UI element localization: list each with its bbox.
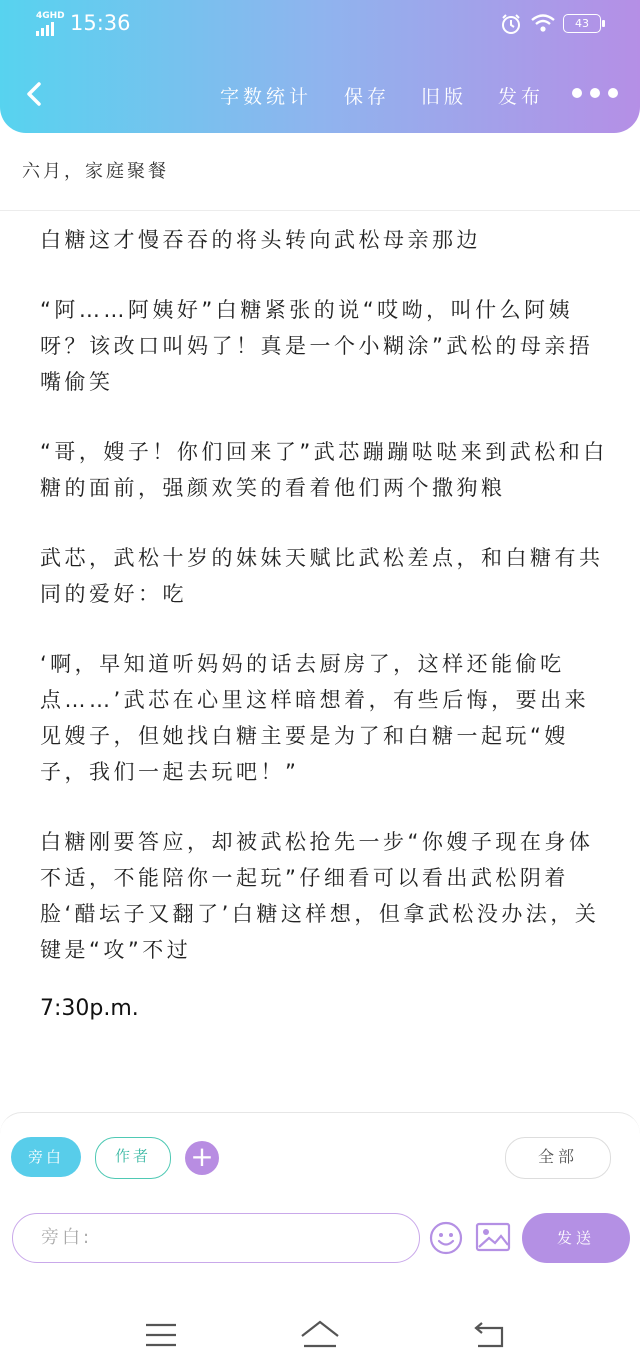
paragraph: “阿……阿姨好”白糖紧张的说“哎呦，叫什么阿姨呀？该改口叫妈了！真是一个小糊涂”武松的母亲捂嘴偷笑: [40, 298, 594, 394]
wifi-icon: [530, 13, 556, 33]
battery-indicator: 43: [563, 14, 601, 33]
paragraph: 白糖这才慢吞吞的将头转向武松母亲那边: [40, 228, 481, 252]
network-type: 4GHD: [36, 11, 65, 21]
home-icon[interactable]: [298, 1318, 342, 1350]
story-content[interactable]: [40, 222, 610, 1021]
old-version-button[interactable]: 旧版: [421, 86, 468, 108]
send-button[interactable]: 发送: [522, 1213, 630, 1263]
smiley-icon[interactable]: [429, 1221, 463, 1255]
status-time: 15:36: [70, 11, 131, 35]
narrator-chip[interactable]: 旁白: [11, 1137, 81, 1177]
publish-button[interactable]: 发布: [498, 86, 545, 108]
more-dots-icon[interactable]: [572, 88, 618, 98]
word-count-button[interactable]: 字数统计: [220, 86, 313, 108]
author-chip[interactable]: 作者: [95, 1137, 171, 1179]
message-input[interactable]: 旁白:: [12, 1213, 420, 1263]
add-role-button[interactable]: [185, 1141, 219, 1175]
chapter-title[interactable]: 六月，家庭聚餐: [22, 161, 169, 182]
divider: [0, 210, 640, 211]
paragraph: ‘啊，早知道听妈妈的话去厨房了，这样还能偷吃点……’武芯在心里这样暗想着，有些后悔，要出来见嫂子，但她找白糖主要是为了和白糖一起玩“嫂子，我们一起去玩吧！”: [40, 652, 590, 784]
save-button[interactable]: 保存: [344, 86, 391, 108]
image-icon[interactable]: [475, 1221, 511, 1253]
all-filter-button[interactable]: 全部: [505, 1137, 611, 1179]
signal-icon: [36, 22, 54, 36]
plus-icon: +: [190, 1140, 214, 1173]
back-button[interactable]: [22, 80, 48, 108]
return-icon[interactable]: [472, 1318, 506, 1350]
timestamp-text: 7:30p.m.: [40, 996, 139, 1021]
alarm-icon: [500, 13, 522, 35]
paragraph: 武芯，武松十岁的妹妹天赋比武松差点，和白糖有共同的爱好：吃: [40, 546, 604, 606]
status-bar: [0, 0, 640, 50]
menu-icon[interactable]: [146, 1323, 176, 1347]
app-header: [0, 0, 640, 133]
paragraph: 白糖刚要答应，却被武松抢先一步“你嫂子现在身体不适，不能陪你一起玩”仔细看可以看出武松阴着脸‘醋坛子又翻了’白糖这样想，但拿武松没办法，关键是“攻”不过: [40, 830, 600, 962]
paragraph: “哥，嫂子！你们回来了”武芯蹦蹦哒哒来到武松和白糖的面前，强颜欢笑的看着他们两个撒狗粮: [40, 440, 608, 500]
